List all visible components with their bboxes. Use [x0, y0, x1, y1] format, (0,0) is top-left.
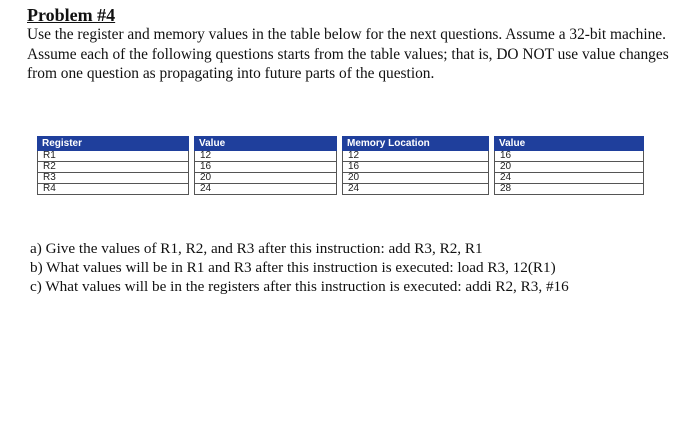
table-row [38, 184, 189, 195]
table-row [495, 173, 644, 184]
problem-title: Problem #4 [27, 5, 116, 25]
problem-intro: Use the register and memory values in the table below for the next questions. Assume a 32-bit machine. Assume each of the following questions starts from the table values; that is, DO NOT use value changes from one question as propagating into future parts of the question. [27, 26, 669, 82]
register-value-header: Value [195, 137, 337, 151]
memory-location-cell: 20 [343, 173, 489, 184]
memory-location-header: Memory Location [343, 137, 489, 151]
register-value-table [194, 136, 337, 195]
register-header: Register [38, 137, 189, 151]
table-row [343, 151, 489, 162]
memory-value-table [494, 136, 644, 195]
register-cell: R2 [38, 162, 189, 173]
memory-value-cell: 16 [495, 151, 644, 162]
register-value-cell: 12 [195, 151, 337, 162]
memory-location-cell: 12 [343, 151, 489, 162]
table-row [495, 184, 644, 195]
register-cell: R3 [38, 173, 189, 184]
table-row [343, 173, 489, 184]
table-row [343, 184, 489, 195]
table-row [38, 151, 189, 162]
register-table [37, 136, 189, 195]
table-row [38, 162, 189, 173]
register-value-cell: 16 [195, 162, 337, 173]
memory-value-cell: 28 [495, 184, 644, 195]
table-row [195, 173, 337, 184]
memory-value-header: Value [495, 137, 644, 151]
question-list [30, 240, 569, 296]
register-value-cell: 24 [195, 184, 337, 195]
table-row [495, 162, 644, 173]
question-b: b) What values will be in R1 and R3 after this instruction is executed: load R3, 12(R1) [30, 258, 556, 276]
memory-location-table [342, 136, 489, 195]
register-value-cell: 20 [195, 173, 337, 184]
table-row [343, 162, 489, 173]
question-c: c) What values will be in the registers after this instruction is executed: addi R2, R3, #16 [30, 277, 569, 295]
memory-location-cell: 24 [343, 184, 489, 195]
table-row [195, 162, 337, 173]
register-cell: R4 [38, 184, 189, 195]
table-row [195, 184, 337, 195]
table-row [195, 151, 337, 162]
memory-location-cell: 16 [343, 162, 489, 173]
memory-value-cell: 24 [495, 173, 644, 184]
memory-value-cell: 20 [495, 162, 644, 173]
table-row [495, 151, 644, 162]
table-row [38, 173, 189, 184]
question-a: a) Give the values of R1, R2, and R3 after this instruction: add R3, R2, R1 [30, 240, 483, 257]
register-cell: R1 [38, 151, 189, 162]
